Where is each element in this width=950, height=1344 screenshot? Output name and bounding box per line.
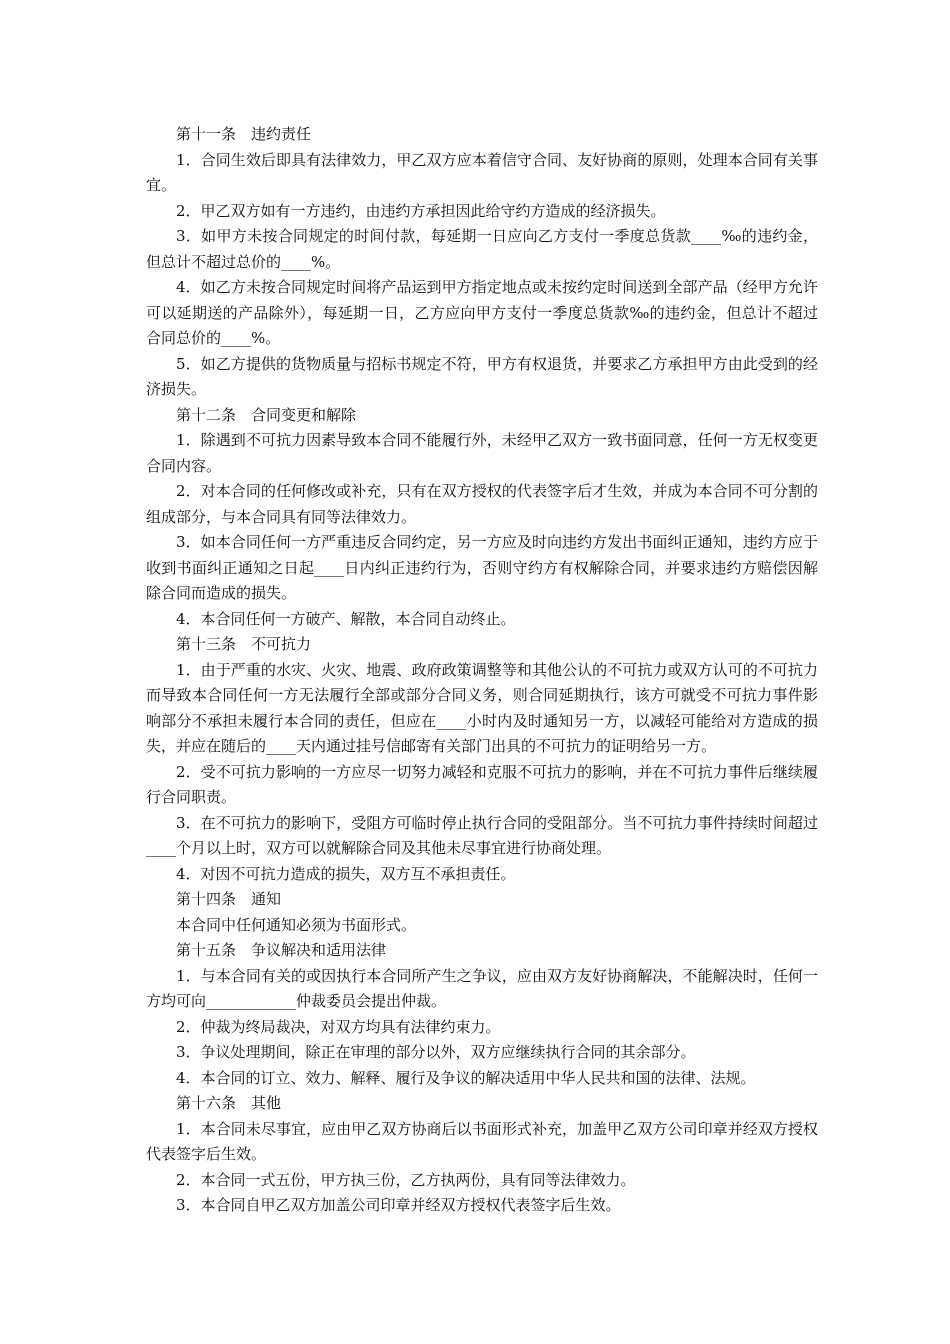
article-12-heading: 第十二条 合同变更和解除 (176, 405, 357, 424)
article-11-clause-1: 1．合同生效后即具有法律效力，甲乙双方应本着信守合同、友好协商的原则，处理本合同有关事宜。 (146, 150, 818, 194)
article-14-heading: 第十四条 通知 (176, 890, 282, 908)
article-11-clause-4: 4．如乙方未按合同规定时间将产品运到甲方指定地点或未按约定时间送到全部产品（经甲方允许可以延期送的产品除外），每延期一日，乙方应向甲方支付一季度总货款‰的违约金，但总计不超过合同总价的____%。 (146, 278, 818, 347)
article-11-clause-5: 5．如乙方提供的货物质量与招标书规定不符，甲方有权退货，并要求乙方承担甲方由此受到的经济损失。 (146, 354, 818, 398)
article-12-clause-3: 3．如本合同任何一方严重违反合同约定，另一方应及时向违约方发出书面纠正通知，违约方应于收到书面纠正通知之日起____日内纠正违约行为，否则守约方有权解除合同，并要求违约方赔偿因解除合同而造成的损失。 (146, 533, 818, 602)
article-16-clause-2: 2．本合同一式五份，甲方执三份，乙方执两份，具有同等法律效力。 (176, 1170, 636, 1189)
article-13-heading: 第十三条 不可抗力 (176, 635, 312, 653)
article-12-clause-1: 1．除遇到不可抗力因素导致本合同不能履行外，未经甲乙双方一致书面同意，任何一方无权变更合同内容。 (146, 431, 818, 475)
article-15-clause-1: 1．与本合同有关的或因执行本合同所产生之争议，应由双方友好协商解决，不能解决时，任何一方均可向____________仲裁委员会提出仲裁。 (146, 966, 818, 1010)
article-13-clause-3: 3．在不可抗力的影响下，受阻方可临时停止执行合同的受阻部分。当不可抗力事件持续时间超过____个月以上时，双方可以就解除合同及其他未尽事宜进行协商处理。 (146, 813, 818, 857)
article-11-clause-2: 2．甲乙双方如有一方违约，由违约方承担因此给守约方造成的经济损失。 (176, 201, 666, 220)
article-15-clause-4: 4．本合同的订立、效力、解释、履行及争议的解决适用中华人民共和国的法律、法规。 (176, 1068, 756, 1087)
article-12-clause-4: 4．本合同任何一方破产、解散，本合同自动终止。 (176, 609, 516, 628)
article-15-heading: 第十五条 争议解决和适用法律 (176, 941, 387, 959)
article-15-clause-3: 3．争议处理期间，除正在审理的部分以外，双方应继续执行合同的其余部分。 (176, 1043, 696, 1061)
article-13-clause-4: 4．对因不可抗力造成的损失，双方互不承担责任。 (176, 864, 516, 883)
article-14-body: 本合同中任何通知必须为书面形式。 (176, 915, 417, 934)
article-11-clause-3: 3．如甲方未按合同规定的时间付款，每延期一日应向乙方支付一季度总货款____‰的违约金，但总计不超过总价的____%。 (146, 227, 818, 271)
article-13-clause-2: 2．受不可抗力影响的一方应尽一切努力减轻和克服不可抗力的影响，并在不可抗力事件后继续履行合同职责。 (146, 762, 818, 806)
article-16-clause-3: 3．本合同自甲乙双方加盖公司印章并经双方授权代表签字后生效。 (176, 1196, 621, 1214)
article-16-heading: 第十六条 其他 (176, 1094, 282, 1112)
article-16-clause-1: 1．本合同未尽事宜，应由甲乙双方协商后以书面形式补充，加盖甲乙双方公司印章并经双方授权代表签字后生效。 (146, 1119, 818, 1163)
article-11-heading: 第十一条 违约责任 (176, 125, 312, 143)
contract-page (146, 122, 818, 1219)
article-13-clause-1: 1．由于严重的水灾、火灾、地震、政府政策调整等和其他公认的不可抗力或双方认可的不可抗力而导致本合同任何一方无法履行全部或部分合同义务，则合同延期执行，该方可就受不可抗力事件影响部分不承担未履行本合同的责任，但应在____小时内及时通知另一方，以减轻可能给对方造成的损失，并应在随后的____天内通过挂号信邮寄有关部门出具的不可抗力的证明给另一方。 (146, 660, 818, 755)
article-15-clause-2: 2．仲裁为终局裁决，对双方均具有法律约束力。 (176, 1017, 501, 1036)
article-12-clause-2: 2．对本合同的任何修改或补充，只有在双方授权的代表签字后才生效，并成为本合同不可分割的组成部分，与本合同具有同等法律效力。 (146, 482, 818, 526)
